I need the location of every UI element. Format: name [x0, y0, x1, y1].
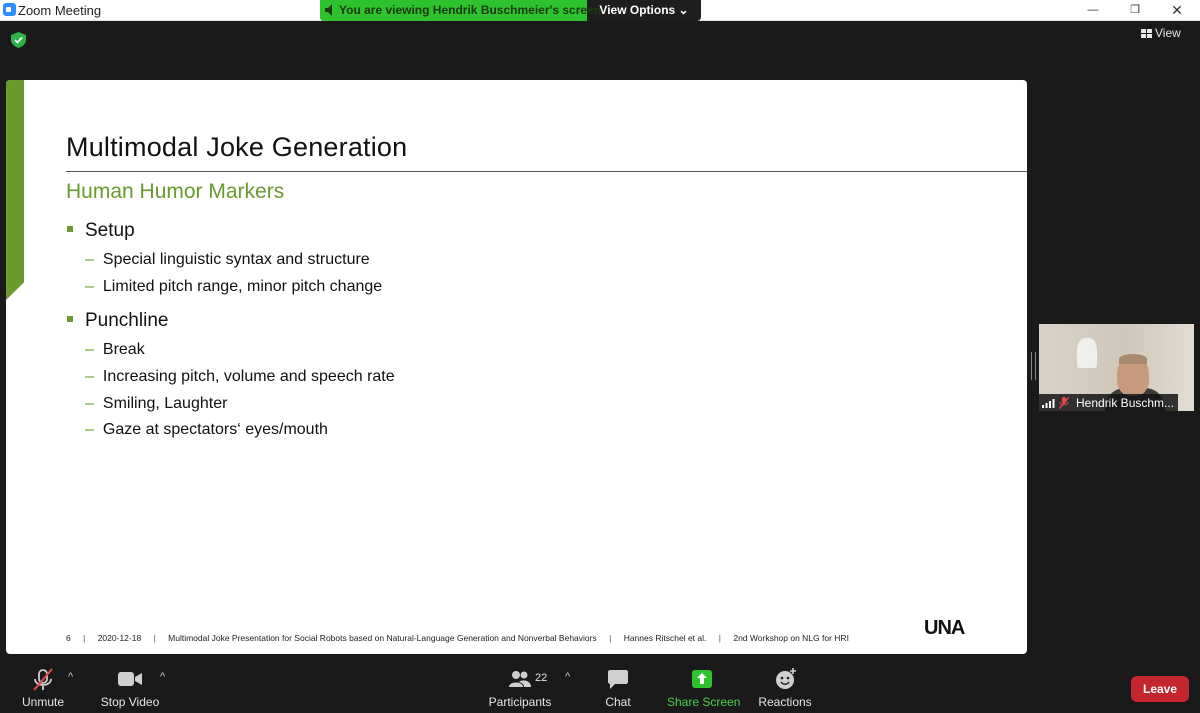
authors: Hannes Ritschel et al. — [623, 633, 707, 643]
share-status-text: You are viewing Hendrik Buschmeier's screen — [339, 3, 602, 17]
microphone-muted-icon — [32, 668, 54, 692]
university-logo: UNA — [924, 617, 965, 639]
view-layout-button[interactable] — [1141, 26, 1181, 44]
sub-bullet: – Increasing pitch, volume and speech rate — [85, 368, 395, 385]
sub-bullet: – Special linguistic syntax and structure — [85, 251, 370, 268]
zoom-app-icon — [3, 3, 16, 16]
share-screen-button[interactable]: Share Screen — [667, 660, 737, 713]
emoji-reaction-icon — [775, 668, 797, 690]
participants-icon — [509, 671, 531, 687]
shared-slide — [6, 80, 1027, 654]
maximize-button[interactable]: ❐ — [1130, 4, 1140, 16]
bullet-punchline: Punchline — [67, 310, 168, 332]
participants-button[interactable]: Participants — [488, 660, 552, 713]
chat-button[interactable]: Chat — [598, 660, 638, 713]
signal-strength-icon — [1042, 399, 1055, 408]
slide-accent-bar — [6, 80, 24, 300]
bullet-square-icon — [67, 226, 73, 232]
slide-footer: 6 | 2020-12-18 | Multimodal Joke Presentation for Social Robots based on Natural-Language Generation and Nonverbal Behaviors | Hannes Ritschel et al. | 2nd Workshop on NLG for HRI — [66, 633, 849, 643]
shield-check-icon[interactable] — [11, 32, 26, 48]
participant-video-thumbnail[interactable] — [1039, 324, 1194, 411]
venue: 2nd Workshop on NLG for HRI — [733, 633, 849, 643]
participant-namebar — [1039, 394, 1178, 411]
share-screen-icon — [692, 670, 712, 688]
window-title: Zoom Meeting — [18, 3, 102, 18]
view-options-button[interactable]: View Options ⌄ — [599, 3, 689, 17]
close-button[interactable]: ✕ — [1171, 2, 1183, 18]
slide-number: 6 — [66, 633, 71, 643]
reactions-button[interactable]: Reactions — [757, 660, 813, 713]
unmute-button[interactable]: Unmute — [13, 660, 73, 713]
meeting-toolbar — [0, 660, 1200, 713]
slide-title: Multimodal Joke Generation — [66, 132, 408, 162]
audio-options-caret[interactable]: ^ — [68, 671, 74, 683]
participant-name: Hendrik Buschm... — [1076, 396, 1175, 410]
sub-bullet: – Break — [85, 341, 145, 358]
muted-mic-icon — [1059, 397, 1069, 409]
sub-bullet: – Limited pitch range, minor pitch change — [85, 278, 383, 295]
slide-subtitle: Human Humor Markers — [66, 180, 285, 203]
sub-bullet: – Smiling, Laughter — [85, 395, 228, 412]
stop-video-button[interactable]: Stop Video — [99, 660, 161, 713]
participant-count: 22 — [535, 672, 548, 684]
sub-bullet: – Gaze at spectators‘ eyes/mouth — [85, 421, 328, 438]
paper-title: Multimodal Joke Presentation for Social Robots based on Natural-Language Generation and Nonverbal Behaviors — [168, 633, 597, 643]
title-divider — [66, 171, 1027, 172]
video-options-caret[interactable]: ^ — [160, 671, 166, 683]
video-camera-icon — [118, 671, 142, 687]
participants-options-caret[interactable]: ^ — [565, 671, 571, 683]
share-status-bar — [320, 0, 602, 21]
bullet-setup: Setup — [67, 220, 135, 242]
leave-meeting-button[interactable]: Leave — [1131, 676, 1189, 702]
screen-share-banner — [320, 0, 701, 21]
panel-resize-handle[interactable] — [1031, 352, 1036, 380]
minimize-button[interactable]: — — [1087, 4, 1099, 16]
speaker-icon — [325, 4, 335, 16]
chat-bubble-icon — [608, 670, 628, 689]
slide-date: 2020-12-18 — [97, 633, 142, 643]
view-label: View — [1155, 26, 1181, 40]
grid-icon — [1141, 29, 1152, 38]
bullet-square-icon — [67, 316, 73, 322]
